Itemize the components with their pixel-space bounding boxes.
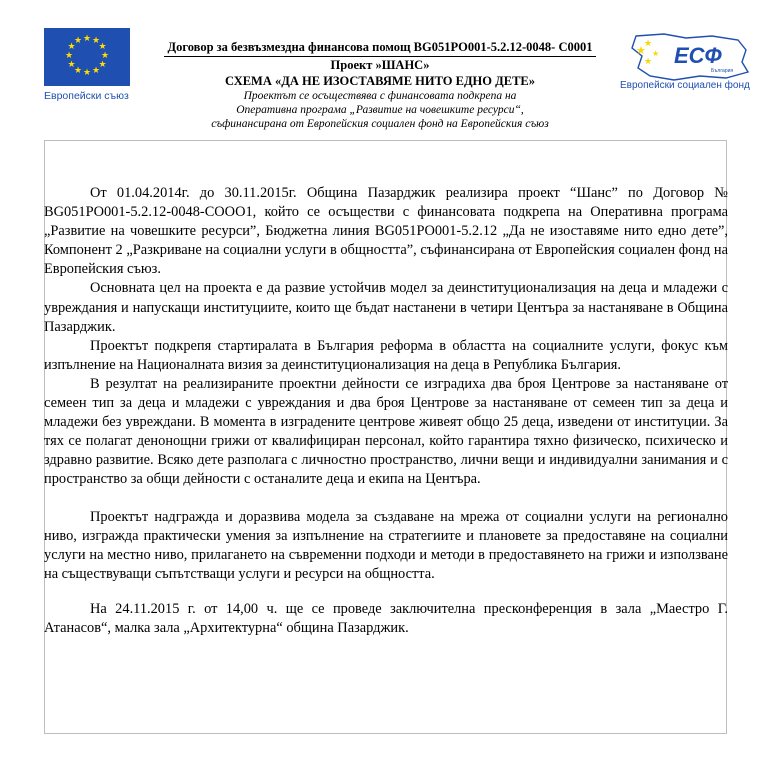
contract-number-line: Договор за безвъзмездна финансова помощ BG051PO001-5.2.12-0048- С0001 bbox=[164, 40, 597, 57]
svg-text:★: ★ bbox=[98, 59, 107, 69]
funding-line-3: съфинансирана от Европейския социален фонд на Европейския съюз bbox=[211, 118, 549, 130]
svg-text:★: ★ bbox=[652, 49, 660, 58]
scheme-title-line: СХЕМА «ДА НЕ ИЗОСТАВЯМЕ НИТО ЕДНО ДЕТЕ» bbox=[224, 74, 535, 88]
svg-text:★: ★ bbox=[73, 65, 83, 75]
paragraph-5: Проектът надгражда и доразвива модела за създаване на мрежа от социални услуги на регионално ниво, изгражда практически умения за изпълнение на стратегиите и плановете за предоставяне на социални услуги на местно ниво, прилагането на съвременни подходи и методи в предоставянето на грижи и използване на съществуващи съпътстващи услуги и ресурси на общността. bbox=[44, 508, 728, 582]
svg-text:★: ★ bbox=[644, 56, 653, 66]
svg-text:★: ★ bbox=[100, 50, 110, 60]
esf-logo-caption: Европейски социален фонд bbox=[620, 80, 750, 91]
eu-flag-icon bbox=[44, 28, 130, 86]
svg-text:★: ★ bbox=[67, 41, 76, 51]
eu-logo bbox=[44, 28, 132, 102]
svg-text:★: ★ bbox=[82, 67, 92, 77]
paragraph-spacer bbox=[44, 490, 728, 508]
funding-line-2: Оперативна програма „Развитие на човешките ресурси“, bbox=[236, 104, 524, 116]
article-body bbox=[44, 184, 728, 638]
paragraph-2: Основната цел на проекта е да развие устойчив модел за деинституционализация на деца и младежи с увреждания и напускащи институциите, които ще бъдат настанени в четири Центъра за настаняване в Община Пазарджик. bbox=[44, 280, 728, 335]
paragraph-1: От 01.04.2014г. до 30.11.2015г. Община Пазарджик реализира проект “Шанс” по Договор № BG051PO001-5.2.12-0048-СООО1, който се осъществи с финансовата подкрепа на Оперативна програма „Развитие на човешките ресурси”, Бюджетна линия BG051PO001-5.2.12 „Да не изоставяме нито едно дете”, Компонент 2 „Разкриване на социални услуги в общността”, съфинансирана от Европейския социален фонд на Европейския съюз. bbox=[44, 185, 728, 278]
svg-text:★: ★ bbox=[73, 35, 83, 45]
svg-text:★: ★ bbox=[91, 65, 101, 75]
funding-line-1: Проектът се осъществява с финансовата подкрепа на bbox=[243, 90, 517, 102]
svg-text:★: ★ bbox=[82, 33, 92, 43]
esf-logo-text: ЕСФ bbox=[674, 43, 722, 68]
header-center-block bbox=[140, 38, 620, 131]
paragraph-6: На 24.11.2015 г. от 14,00 ч. ще се проведе заключителна пресконференция в зала „Маестро Г. Атанасов“, малка зала „Архитектурна“ община Пазарджик. bbox=[44, 600, 728, 636]
svg-text:★: ★ bbox=[67, 59, 76, 69]
eu-logo-caption: Европейски съюз bbox=[44, 90, 129, 102]
svg-text:★: ★ bbox=[91, 35, 101, 45]
esf-small-text: България bbox=[711, 68, 734, 74]
svg-text:★: ★ bbox=[644, 38, 653, 48]
document-header bbox=[0, 0, 762, 130]
paragraph-spacer bbox=[44, 584, 728, 600]
svg-text:★: ★ bbox=[98, 41, 107, 51]
project-title-line: Проект »ШАНС» bbox=[330, 58, 430, 72]
svg-text:★: ★ bbox=[636, 45, 646, 57]
paragraph-3: Проектът подкрепя стартиралата в България реформа в областта на социалните услуги, фокус към изпълнение на Националната визия за деинституционализация на деца в Република България. bbox=[44, 337, 728, 373]
svg-text:★: ★ bbox=[64, 50, 74, 60]
paragraph-4: В резултат на реализираните проектни дейности се изградиха два броя Центрове за настаняване от семеен тип за деца и младежи с увреждания и два броя Центрове за настаняване от семеен тип за деца и младежи без увреждани. В момента в изградените центрове живеят общо 25 деца, изведени от институции. За тях се полагат денонощни грижи от квалифициран персонал, който гарантира тяхно физическо, психическо и здравно развитие. Всяко дете разполага с личностно пространство, лични вещи и индивидуални занимания и с пространство за общи дейности с останалите деца и екипа на Центъра. bbox=[44, 375, 728, 488]
